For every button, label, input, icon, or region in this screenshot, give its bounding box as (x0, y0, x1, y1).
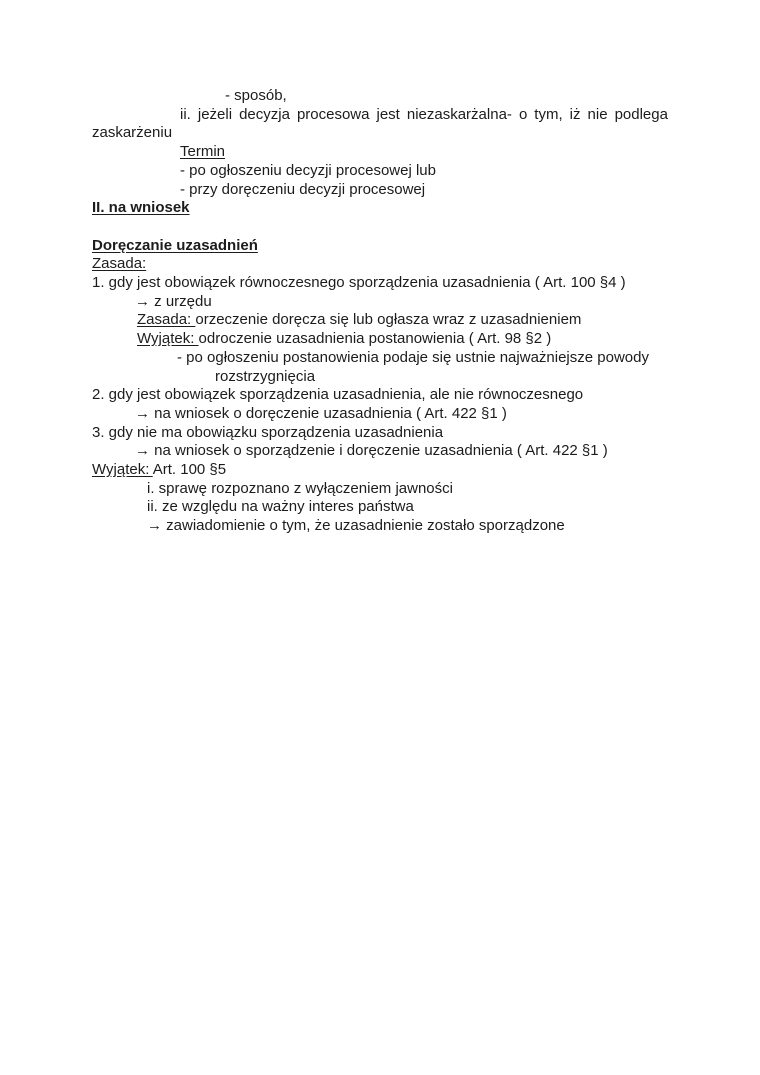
text-line (180, 181, 668, 200)
line-word: ii. (180, 105, 191, 123)
line-text: rozstrzygnięcia (215, 367, 316, 385)
blank-line (92, 218, 668, 237)
line-text: → na wniosek o doręczenie uzasadnienia ( Art. 422 §1 ) (135, 404, 507, 422)
line-text: - po ogłoszeniu postanowienia podaje się ustnie najważniejsze powody (177, 348, 649, 366)
line-word: tym, (534, 105, 563, 123)
line-text: 1. gdy jest obowiązek równoczesnego sporządzenia uzasadnienia ( Art. 100 §4 ) (92, 274, 626, 292)
arrow-line (147, 517, 668, 536)
heading-text: II. na wniosek (92, 199, 190, 217)
underlined-label: Termin (180, 143, 226, 161)
line-text: - sposób, (225, 87, 287, 104)
text-line (92, 386, 668, 405)
text-line (92, 274, 668, 293)
text-line (137, 311, 668, 330)
line-text: → z urzędu (135, 292, 212, 310)
line-text: - po ogłoszeniu decyzji procesowej lub (180, 161, 436, 179)
line-text: ii. ze względu na ważny interes państwa (147, 498, 414, 516)
text-line (180, 162, 668, 181)
line-text: → zawiadomienie o tym, że uzasadnienie zostało sporządzone (147, 517, 565, 535)
line-text: - przy doręczeniu decyzji procesowej (180, 180, 426, 198)
line-word: decyzja (239, 105, 290, 123)
line-word: niezaskarżalna- (406, 105, 512, 123)
underlined-label: Zasada: (137, 311, 196, 329)
text-line (92, 461, 668, 480)
text-line (147, 498, 668, 517)
line-text: 3. gdy nie ma obowiązku sporządzenia uzasadnienia (92, 423, 444, 441)
text-line (92, 424, 668, 443)
heading-na-wniosek (92, 199, 668, 218)
line-text: orzeczenie doręcza się lub ogłasza wraz z uzasadnieniem (195, 311, 582, 329)
text-line (147, 480, 668, 499)
line-word: iż (569, 105, 581, 123)
line-word: podlega (614, 105, 668, 123)
line-text: i. sprawę rozpoznano z wyłączeniem jawności (147, 479, 453, 497)
line-word: procesowa (296, 105, 370, 123)
text-line-justified (180, 106, 668, 125)
underlined-label: Wyjątek: (137, 330, 199, 348)
line-text: 2. gdy jest obowiązek sporządzenia uzasadnienia, ale nie równoczesnego (92, 386, 584, 404)
arrow-line (135, 442, 668, 461)
text-line (177, 349, 668, 368)
line-text: → na wniosek o sporządzenie i doręczenie uzasadnienia ( Art. 422 §1 ) (135, 442, 608, 460)
label-termin (180, 143, 668, 162)
heading-doreczanie-uzasadnien (92, 237, 668, 256)
arrow-line (135, 293, 668, 312)
text-line (92, 124, 668, 143)
line-word: jest (376, 105, 400, 123)
line-text: Art. 100 §5 (152, 461, 227, 479)
line-word: jeżeli (197, 105, 233, 123)
underlined-label: Zasada: (92, 255, 147, 273)
text-line (225, 87, 668, 106)
heading-text: Doręczanie uzasadnień (92, 236, 258, 254)
text-line (137, 330, 668, 349)
underlined-label: Wyjątek: (92, 461, 153, 479)
arrow-line (135, 405, 668, 424)
line-word: o (518, 105, 528, 123)
line-word: nie (587, 105, 608, 123)
line-text: odroczenie uzasadnienia postanowienia ( Art. 98 §2 ) (198, 330, 552, 348)
text-line (215, 368, 668, 387)
label-zasada (92, 255, 668, 274)
line-text: zaskarżeniu (92, 124, 173, 142)
